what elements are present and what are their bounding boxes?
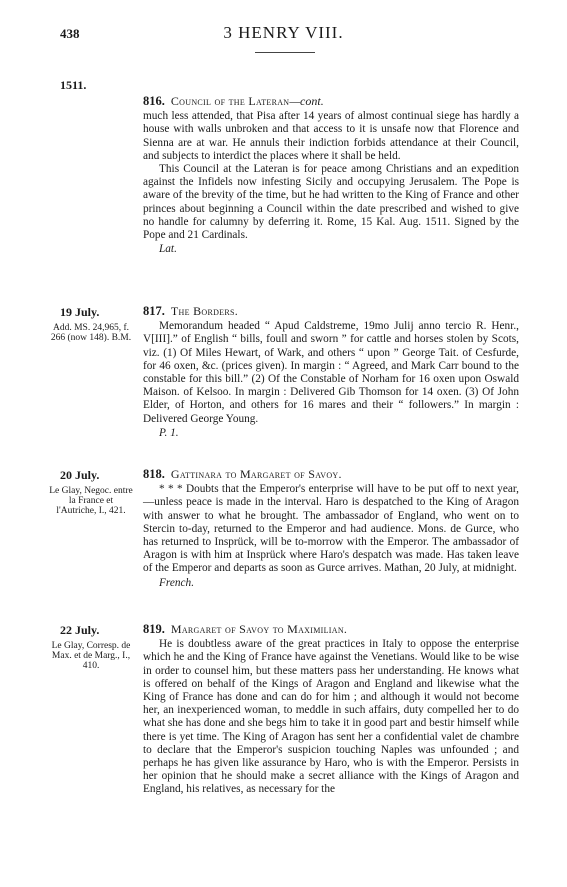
entry-body <box>143 305 519 440</box>
entry-paragraph: * * * Doubts that the Emperor's enterprise will have to be put off to next year,—unless peace is made in the interval. Haro is despatched to the King of Aragon with answer to what he brought. The ambassador of England, who went on to Stercin to-day, returned to the Emperor and had audience. Mons. de Gurce, who has returned to Insprück, will be to-morrow with the Emperor. The ambassador of Aragon is with him at Insprück where Haro's despatch was made. Has taken leave of the Emperor and departs as soon as Gurce arrives. Mathan, 20 July, at midnight. <box>143 483 519 575</box>
entry-body <box>143 623 519 797</box>
entry-number: 818. <box>143 467 165 481</box>
page-number: 438 <box>60 26 80 41</box>
entry-continued: —cont. <box>289 94 324 108</box>
entry-date: 20 July. <box>60 468 100 482</box>
entry-heading <box>143 468 519 481</box>
entry-body <box>143 468 519 590</box>
entry-source: Le Glay, Corresp. de Max. et de Marg., I., 410. <box>51 641 131 671</box>
entry-number: 817. <box>143 304 165 318</box>
page-header <box>0 23 567 52</box>
entry-body <box>143 95 519 256</box>
entry-source: Add. MS. 24,965, f. 266 (now 148). B.M. <box>50 323 132 343</box>
entry-title: Council of the Lateran <box>170 94 290 108</box>
entry-sidenote <box>48 305 134 343</box>
entry-title: Margaret of Savoy to Maximilian. <box>170 622 348 636</box>
entry-sidenote <box>48 78 134 93</box>
entry-language: P. 1. <box>159 426 179 439</box>
entry-heading <box>143 305 519 318</box>
entry-sidenote <box>48 468 134 516</box>
entry-paragraph: He is doubtless aware of the great practices in Italy to oppose the enterprise which he and the King of France have against the Venetians. Would like to be wise in order to counsel him, but these matters pass her understanding. He knows what is offered on behalf of the Kings of Aragon and England and likewise what the King of France has done and can do for him ; and although it would not become her, an inexperienced woman, to meddle in such affairs, duty compelled her to do what she has done and she begs him to take it in good part and bestir himself while there is yet time. The King of Aragon has sent her a confidential valet de chambre to declare that the Emperor's suspicion touching Naples was unfounded ; and perhaps he has given like assurance by Haro, who is with the Emperor. Persists in her opinion that he should make a secret alliance with the Kings of Aragon and England, his relatives, as necessary for the <box>143 638 519 796</box>
entry-title: The Borders. <box>170 304 239 318</box>
entry-language: French. <box>159 576 195 589</box>
entry-date: 19 July. <box>60 305 100 319</box>
entry-heading <box>143 95 519 108</box>
running-title: 3 HENRY VIII. <box>223 23 344 42</box>
entry-source: Le Glay, Negoc. entre la France et l'Autriche, I., 421. <box>49 486 133 516</box>
entry-number: 819. <box>143 622 165 636</box>
entry-date: 22 July. <box>60 623 100 637</box>
entry-sidenote <box>48 623 134 671</box>
entry-paragraph: much less attended, that Pisa after 14 years of almost continual siege has hardly a house with walls unbroken and that access to it is unsafe now that Florence and Sienna are at war. He annuls their indiction forbids attendance at their Council, and subjects to interdict the places where it shall be held. <box>143 110 519 162</box>
entry-date: 1511. <box>60 78 87 92</box>
entry-language: Lat. <box>159 243 177 256</box>
entry-number: 816. <box>143 94 165 108</box>
entry-paragraph: Memorandum headed “ Apud Caldstreme, 19mo Julij anno tercio R. Henr., V[III].” of English “ bills, foull and sworn ” for cattle and horses stolen by Scots, viz. (1) Of Miles Hewart, of Wark, and others “ upon ” George Tait. of Cesfurde, for 46 oxen, &c. (prices given). In margin : “ Agreed, and Mark Carr bound to the constable for this bill.” (2) Of the Constable of Norham for 16 oxen upon Oswald Maison. of Kelsoo. In margin : Delivered Gib Thomson for 14 oxen. (3) Of John Elder, of Horton, and others for 16 mares and their “ followers.” In margin : Delivered George Young. <box>143 320 519 425</box>
header-rule <box>255 52 315 53</box>
entry-heading <box>143 623 519 636</box>
entry-paragraph: This Council at the Lateran is for peace among Christians and an expedition against the Infidels now infesting Sicily and occupying Jerusalem. The Pope is aware of the brevity of the time, but he had written to the King of France and other princes about beginning a Council within the date prescribed and wished to give no handle for calumny by deferring it. Rome, 15 Kal. Aug. 1511. Signed by the Pope and 21 Cardinals. <box>143 163 519 242</box>
entry-title: Gattinara to Margaret of Savoy. <box>170 467 342 481</box>
